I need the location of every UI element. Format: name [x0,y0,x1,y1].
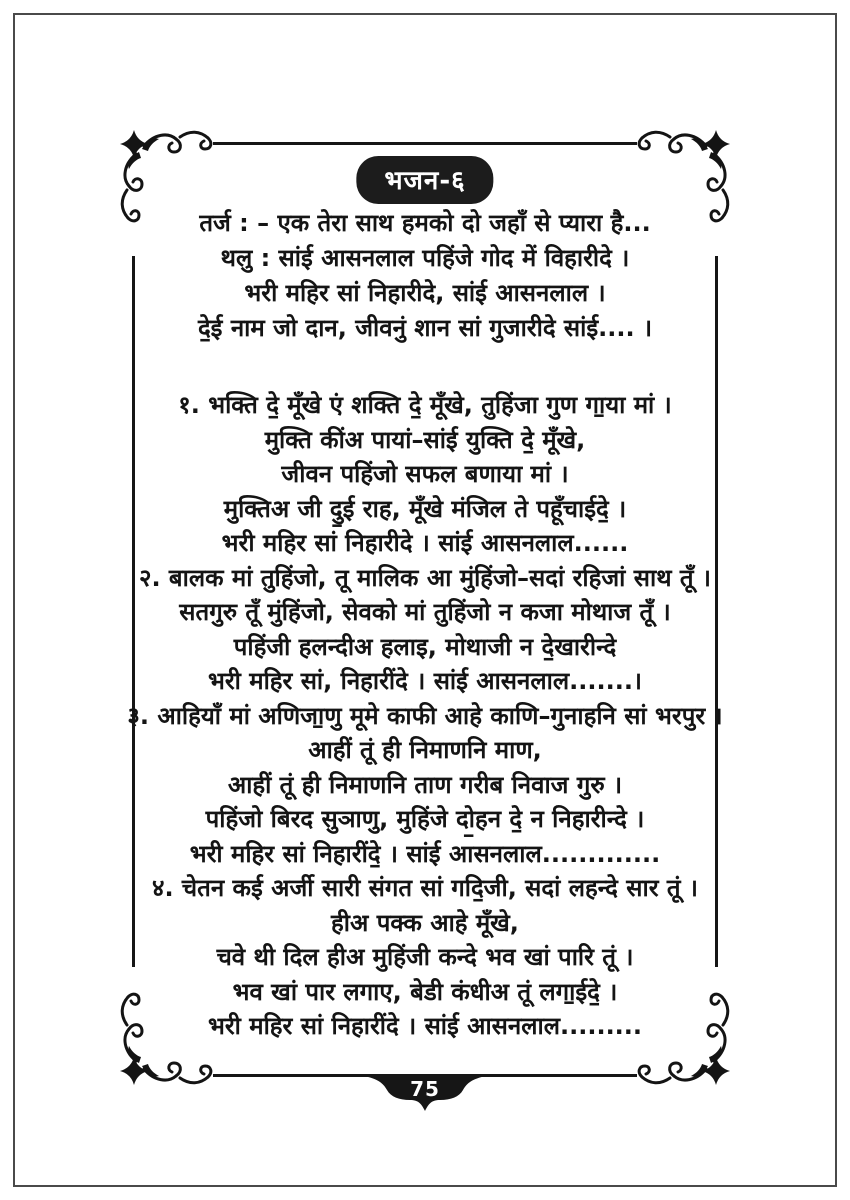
text-line: २. बालक मां तुहिंजो, तू मालिक आ मुंहिंजो–सदां रहिजां साथ तूँ । [138,563,712,592]
verse-1 [120,388,730,561]
text-line: ३. आहियाँ मां अणिजा॒णु मूमे काफी आहे काणि–गुनाहनि सां भरपुर । [127,701,723,730]
bhajan-text [120,206,730,1044]
text-line: भरी महिर सां निहारींदे॒ । सांई आसनलाल............. [189,839,661,868]
frame-line-top [213,142,637,145]
bhajan-title: भजन-६ [384,166,466,196]
text-line: भव खां पार लगाए, बेडी कंधीअ तूं लगा॒ईदे॒ । [232,977,618,1006]
text-line: तर्ज : – एक तेरा साथ हमको दो जहाँ से प्यारा है... [199,209,651,237]
text-line: आहीं तूं ही निमाणनि माण, [308,736,542,764]
text-line: आहीं तूं ही निमाणनि ताण गरीब निवाज गुरु । [227,770,623,799]
page-number: 75 [410,1077,440,1101]
verse-3 [120,699,730,872]
page-number-badge [360,1076,490,1114]
verse-2 [120,561,730,699]
bhajan-title-badge [356,156,493,204]
text-line: मुक्ति कींअ पायां–सांई युक्ति दे॒ मूँखे, [264,425,586,454]
text-line: १. भक्ति दे॒ मूँखे एं शक्ति दे॒ मूँखे, तुहिंजा गुण गा॒या मां । [178,391,672,419]
text-line: दे॒ई नाम जो दान, जीवनुं शान सां गुजारीदे सांई.... । [197,314,653,342]
text-line: भरी महिर सां, निहारींदे । सांई आसनलाल.......। [207,667,643,695]
text-line: भरी महिर सां निहारीदे, सांई आसनलाल । [244,279,606,307]
intro-stanza [120,206,730,346]
verse-4 [120,871,730,1044]
text-line: भरी महिर सां निहारीदे । सांई आसनलाल...... [221,529,629,557]
text-line: मुक्तिअ जी दु॒ई राह, मूँखे मंजिल ते पहूँचाईदे॒ । [223,494,627,523]
text-line: भरी महिर सां निहारींदे । सांई आसनलाल......... [207,1012,643,1040]
text-line: सतगुरु तूँ मुंहिंजो, सेवको मां तुहिंजो न कजा मोथाज तूँ । [179,598,671,626]
text-line: थलु : सांई आसनलाल पहिंजे गोद में विहारीदे । [220,244,630,272]
text-line: पहिंजी हलन्दीअ हलाइ, मोथाजी न दे॒खारीन्दे [233,632,617,661]
text-line: हीअ पक्क आहे मूँखे, [331,908,519,937]
text-line: चवे थी दिल हीअ मुहिंजी कन्दे भव खां पारि तूं । [216,943,634,971]
text-line: जीवन पहिंजो सफल बणाया मां । [281,460,569,488]
text-line: ४. चेतन कई अर्जी सारी संगत सां गदि॒जी, सदां लहन्दे सार तूं । [151,874,698,902]
text-line: पहिंजो बिरद सुञाणु, मुहिंजे दो॒हन दे॒ न निहारीन्दे । [205,805,645,833]
